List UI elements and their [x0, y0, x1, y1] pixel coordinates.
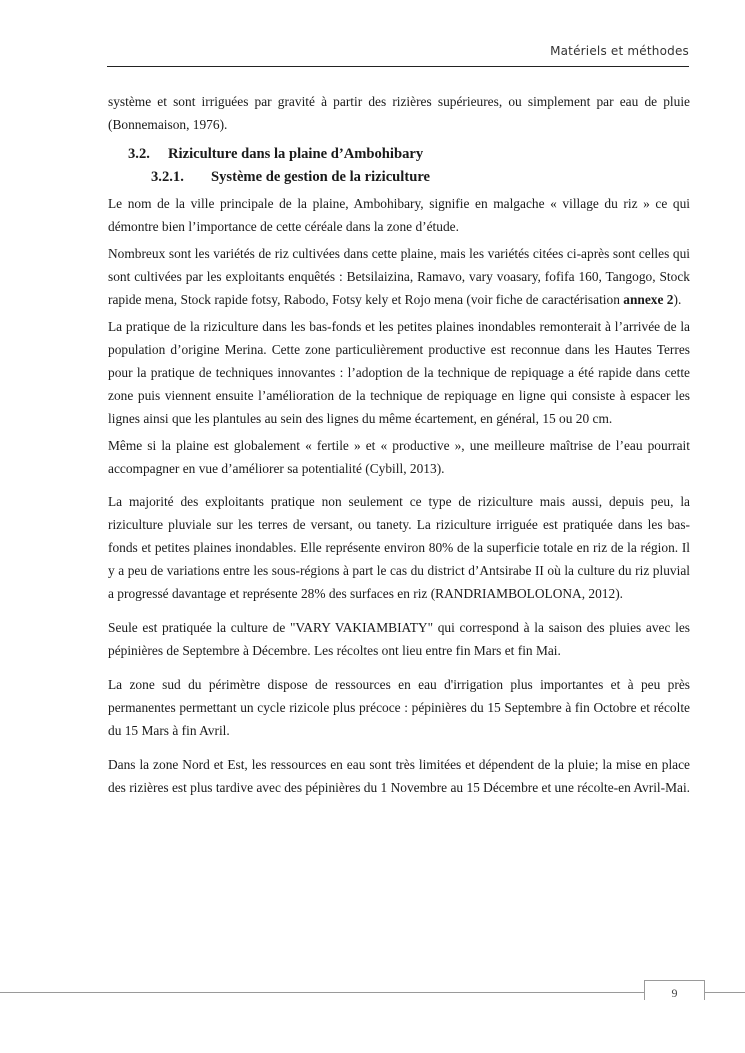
varieties-text: Nombreux sont les variétés de riz cultivées dans cette plaine, mais les variétés citées ci-après sont celles qui sont cultivées par les exploitants enquêtés : Betsilaizina, Ramavo, vary voasary, fofifa 160, Tangogo, Stock rapide mena, Stock rapide fotsy, Rabodo, Fotsy kely et Rojo mena (voir fiche de caractérisation — [108, 246, 690, 307]
section-heading-3-2 — [108, 143, 690, 165]
paragraph-rice-history: La pratique de la riziculture dans les bas-fonds et les petites plaines inondables remonterait à l’arrivée de la population d’origine Merina. Cette zone particulièrement productive est reconnue dans les Hautes Terres pour la pratique de techniques innovantes : l’adoption de la technique de repiquage a été rapide dans cette zone puis viennent ensuite l’amélioration de la technique de repiquage en ligne qui consiste à espacer les lignes ainsi que les plantules au sein des lignes du même écartement, en général, 15 ou 20 cm. — [108, 319, 690, 426]
subsection-title: Système de gestion de la riziculture — [211, 169, 431, 185]
subsection-heading-3-2-1 — [108, 166, 690, 188]
section-number: 3.2. — [128, 146, 150, 162]
footer-rule — [0, 992, 745, 993]
section-title: Riziculture dans la plaine d’Ambohibary — [168, 146, 424, 162]
page-body — [108, 90, 690, 799]
paragraph-rice-varieties — [108, 242, 690, 311]
paragraph-south-zone: La zone sud du périmètre dispose de ressources en eau d'irrigation plus importantes et à peu près permanentes permettant un cycle rizicole plus précoce : pépinières du 15 Septembre à fin Octobre et récolte du 15 Mars à fin Avril. — [108, 677, 690, 738]
paragraph-continuation: système et sont irriguées par gravité à partir des rizières supérieures, ou simplement par eau de pluie (Bonnemaison, 1976). — [108, 94, 690, 132]
paragraph-vary-vakiambiaty: Seule est pratiquée la culture de "VARY VAKIAMBIATY" qui correspond à la saison des pluies avec les pépinières de Septembre à Décembre. Les récoltes ont lieu entre fin Mars et fin Mai. — [108, 620, 690, 658]
subsection-number: 3.2.1. — [151, 169, 184, 185]
page-number: 9 — [644, 980, 705, 1000]
annex-reference: annexe 2 — [623, 292, 674, 307]
header-rule — [107, 66, 689, 67]
paragraph-farming-types: La majorité des exploitants pratique non seulement ce type de riziculture mais aussi, depuis peu, la riziculture pluviale sur les terres de versant, ou tanety. La riziculture irriguée est pratiquée dans les bas-fonds et petites plaines inondables. Elle représente environ 80% de la superficie totale en riz de la région. Il y a peu de variations entre les sous-régions à part le cas du district d’Antsirabe II où la culture du riz pluvial a progressé davantage et représente 28% des surfaces en riz (RANDRIAMBOLOLONA, 2012). — [108, 494, 690, 601]
paragraph-water-control: Même si la plaine est globalement « fertile » et « productive », une meilleure maîtrise de l’eau pourrait accompagner en vue d’améliorer sa potentialité (Cybill, 2013). — [108, 438, 690, 476]
paragraph-ambohibary-name: Le nom de la ville principale de la plaine, Ambohibary, signifie en malgache « village du riz » ce qui démontre bien l’importance de cette céréale dans la zone d’étude. — [108, 196, 690, 234]
paragraph-north-east-zone: Dans la zone Nord et Est, les ressources en eau sont très limitées et dépendent de la pluie; la mise en place des rizières est plus tardive avec des pépinières du 1 Novembre au 15 Décembre et une récolte-en Avril-Mai. — [108, 757, 691, 795]
running-header: Matériels et méthodes — [550, 44, 689, 58]
varieties-text-end: ). — [673, 292, 682, 307]
